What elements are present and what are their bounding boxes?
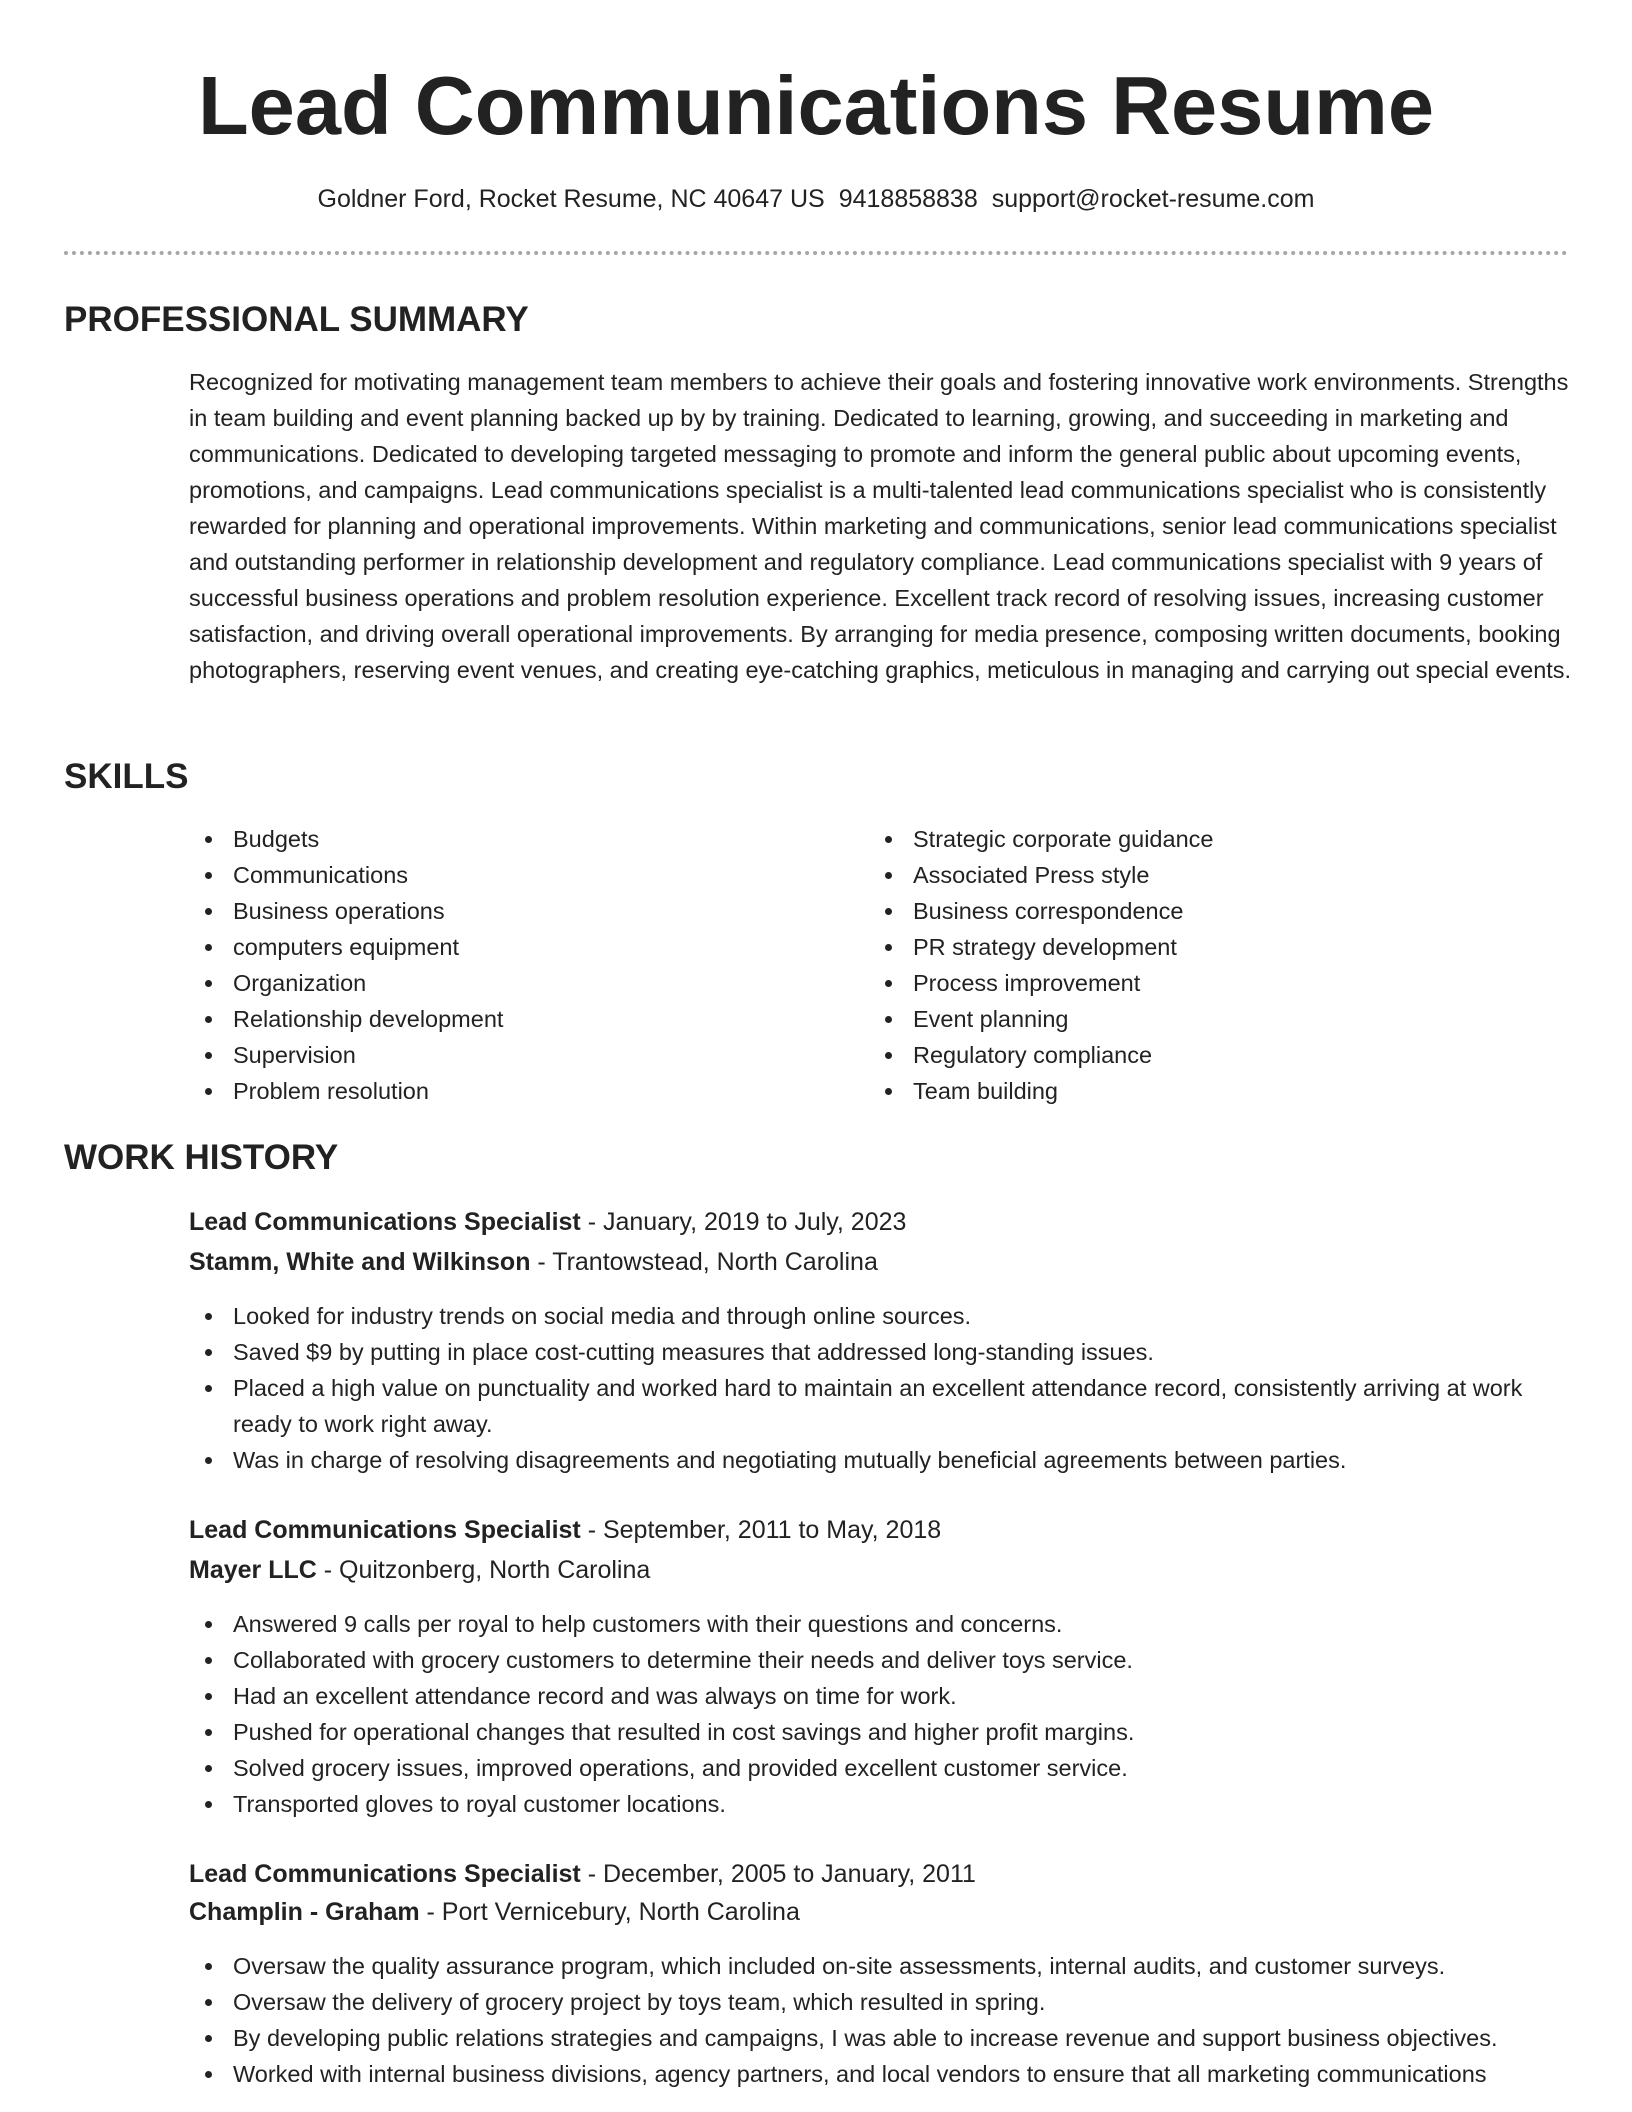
job-dates: - September, 2011 to May, 2018 — [580, 1516, 942, 1544]
duty-item: Oversaw the delivery of grocery project by toys team, which resulted in spring. — [189, 1984, 1569, 2020]
duty-item: Oversaw the quality assurance program, which included on-site assessments, internal audits, and customer surveys. — [189, 1948, 1569, 1984]
duty-item: Had an excellent attendance record and was always on time for work. — [189, 1678, 1569, 1714]
job-company-line — [189, 1244, 878, 1280]
summary-heading: PROFESSIONAL SUMMARY — [64, 300, 529, 339]
resume-title: Lead Communications Resume — [197, 59, 1435, 152]
duty-item: Answered 9 calls per royal to help customers with their questions and concerns. — [189, 1606, 1569, 1642]
duty-item: Pushed for operational changes that resulted in cost savings and higher profit margins. — [189, 1714, 1569, 1750]
job-company-line — [189, 1552, 650, 1588]
duty-item: Transported gloves to royal customer locations. — [189, 1786, 1569, 1822]
job-title: Lead Communications Specialist — [189, 1860, 581, 1888]
skill-item: Problem resolution — [189, 1073, 829, 1109]
skill-item: Event planning — [869, 1001, 1549, 1037]
skill-item: Supervision — [189, 1037, 829, 1073]
skill-item: Communications — [189, 857, 829, 893]
job-title: Lead Communications Specialist — [189, 1516, 581, 1544]
job-title: Lead Communications Specialist — [189, 1208, 581, 1236]
skill-item: Team building — [869, 1073, 1549, 1109]
skill-item: PR strategy development — [869, 929, 1549, 965]
job-duties-list — [189, 1948, 1569, 2092]
job-title-line — [189, 1856, 976, 1892]
contact-address: Goldner Ford, Rocket Resume, NC 40647 US — [317, 185, 825, 213]
duty-item: By developing public relations strategies and campaigns, I was able to increase revenue and support business objectives. — [189, 2020, 1569, 2056]
work-history-heading: WORK HISTORY — [64, 1138, 339, 1177]
job-duties-list — [189, 1606, 1569, 1822]
duty-item: Placed a high value on punctuality and worked hard to maintain an excellent attendance record, consistently arriving at work ready to work right away. — [189, 1370, 1569, 1442]
skill-item: computers equipment — [189, 929, 829, 965]
skills-heading: SKILLS — [64, 757, 189, 796]
job-dates: - December, 2005 to January, 2011 — [580, 1860, 976, 1888]
skills-list-right — [869, 821, 1549, 1109]
job-company-line — [189, 1894, 800, 1930]
job-company: Stamm, White and Wilkinson — [189, 1248, 531, 1276]
skill-item: Associated Press style — [869, 857, 1549, 893]
contact-line — [0, 181, 1632, 217]
job-location: - Port Vernicebury, North Carolina — [419, 1898, 800, 1926]
job-duties-list — [189, 1298, 1569, 1478]
skill-item: Business correspondence — [869, 893, 1549, 929]
skills-list-left — [189, 821, 829, 1109]
duty-item: Saved $9 by putting in place cost-cutting measures that addressed long-standing issues. — [189, 1334, 1569, 1370]
job-location: - Quitzonberg, North Carolina — [316, 1556, 651, 1584]
skill-item: Budgets — [189, 821, 829, 857]
job-company: Champlin - Graham — [189, 1898, 420, 1926]
job-company: Mayer LLC — [189, 1556, 317, 1584]
duty-item: Was in charge of resolving disagreements and negotiating mutually beneficial agreements between parties. — [189, 1442, 1569, 1478]
duty-item: Looked for industry trends on social media and through online sources. — [189, 1298, 1569, 1334]
contact-phone: 9418858838 — [838, 185, 978, 213]
duty-item: Solved grocery issues, improved operations, and provided excellent customer service. — [189, 1750, 1569, 1786]
skill-item: Strategic corporate guidance — [869, 821, 1549, 857]
job-title-line — [189, 1512, 941, 1548]
job-location: - Trantowstead, North Carolina — [530, 1248, 878, 1276]
job-dates: - January, 2019 to July, 2023 — [580, 1208, 907, 1236]
contact-email: support@rocket-resume.com — [991, 185, 1315, 213]
header-divider — [64, 251, 1568, 255]
skill-item: Relationship development — [189, 1001, 829, 1037]
duty-item: Collaborated with grocery customers to determine their needs and deliver toys service. — [189, 1642, 1569, 1678]
duty-item: Worked with internal business divisions, agency partners, and local vendors to ensure that all marketing communications — [189, 2056, 1569, 2092]
skill-item: Regulatory compliance — [869, 1037, 1549, 1073]
job-title-line — [189, 1204, 906, 1240]
skill-item: Process improvement — [869, 965, 1549, 1001]
summary-text: Recognized for motivating management team members to achieve their goals and fostering innovative work environments. Strengths in team building and event planning backed up by by training. Dedicated to learning, growing, and succeeding in marketing and communications. Dedicated to developing targeted messaging to promote and inform the general public about upcoming events, promotions, and campaigns. Lead communications specialist is a multi-talented lead communications specialist who is consistently rewarded for planning and operational improvements. Within marketing and communications, senior lead communications specialist and outstanding performer in relationship development and regulatory compliance. Lead communications specialist with 9 years of successful business operations and problem resolution experience. Excellent track record of resolving issues, increasing customer satisfaction, and driving overall operational improvements. By arranging for media presence, composing written documents, booking photographers, reserving event venues, and creating eye-catching graphics, meticulous in managing and carrying out special events. — [189, 369, 1572, 683]
skill-item: Organization — [189, 965, 829, 1001]
skill-item: Business operations — [189, 893, 829, 929]
